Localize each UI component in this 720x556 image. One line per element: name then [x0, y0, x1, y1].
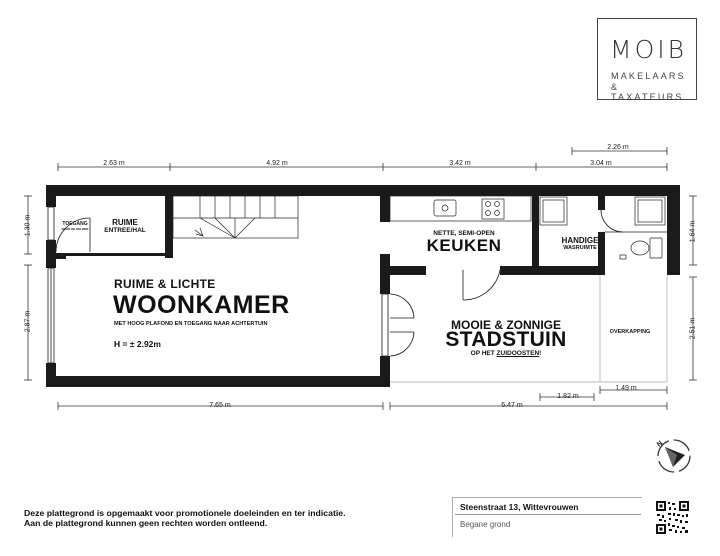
entree-label: RUIME [112, 218, 138, 227]
toegang-label: TOEGANG [62, 221, 88, 227]
svg-text:N: N [655, 439, 665, 449]
dim-bottom-canopy: 1.49 m [615, 385, 637, 392]
entree-sublabel: ENTREE/HAL [104, 227, 146, 234]
disclaimer-line1: Deze plattegrond is opgemaakt voor promotionele doeleinden en ter indicatie. [24, 508, 346, 518]
keuken-label-top: NETTE, SEMI-OPEN [433, 230, 495, 237]
woonkamer-label-top: RUIME & LICHTE [114, 277, 216, 291]
orientation-suffix: ! [539, 350, 542, 357]
dim-right-utility: 1.64 m [689, 220, 697, 243]
address: Steenstraat 13, Wittevrouwen [460, 502, 579, 512]
dim-right-garden: 2.51 m [689, 317, 697, 340]
stadstuin-orientation [436, 350, 576, 357]
dim-bottom-garden: 6.47 m [501, 402, 523, 409]
toegang-sublabel: NAAR DE KELDER [61, 227, 89, 231]
woonkamer-height: H = ± 2.92m [114, 339, 161, 349]
keuken-label: KEUKEN [426, 236, 502, 255]
woonkamer-description: MET HOOG PLAFOND EN TOEGANG NAAR ACHTERTUIN [114, 321, 268, 327]
wasruimte-label: WASRUIMTE [563, 245, 597, 251]
wasruimte-label-top: HANDIGE [561, 236, 599, 245]
compass-icon [655, 437, 693, 475]
kitchen-counter [390, 196, 531, 221]
overkapping-label: OVERKAPPING [609, 329, 651, 335]
disclaimer-line2: Aan de plattegrond kunnen geen rechten worden ontleend. [24, 518, 268, 528]
staircase [173, 196, 298, 238]
qr-code-icon [655, 500, 690, 535]
dim-top-utility-inner: 2.26 m [607, 144, 629, 151]
woonkamer-label: WOONKAMER [113, 291, 290, 319]
stadstuin-label: STADSTUIN [445, 328, 567, 351]
windows [48, 207, 388, 363]
logo-subtitle-line2: & TAXATEURS [611, 82, 684, 102]
stadstuin-label-top: MOOIE & ZONNIGE [450, 318, 561, 332]
dim-bottom-garden-mid: 1.82 m [557, 393, 579, 400]
dim-top-utility: 3.04 m [590, 160, 612, 167]
logo-subtitle-line1: MAKELAARS [611, 71, 686, 81]
logo-title: MOIB [610, 35, 687, 64]
dim-top-hall: 2.63 m [103, 160, 125, 167]
orientation-prefix: OP HET [470, 350, 497, 357]
orientation-emphasis: ZUIDOOSTEN [496, 350, 540, 357]
info-divider [455, 514, 641, 515]
floor-name: Begane grond [460, 520, 511, 529]
dim-top-living: 4.92 m [266, 160, 288, 167]
dim-left-hall: 1.30 m [24, 214, 32, 237]
dim-left-living: 2.87 m [24, 310, 32, 333]
dim-top-kitchen: 3.42 m [449, 160, 471, 167]
dim-bottom-living: 7.65 m [209, 402, 231, 409]
